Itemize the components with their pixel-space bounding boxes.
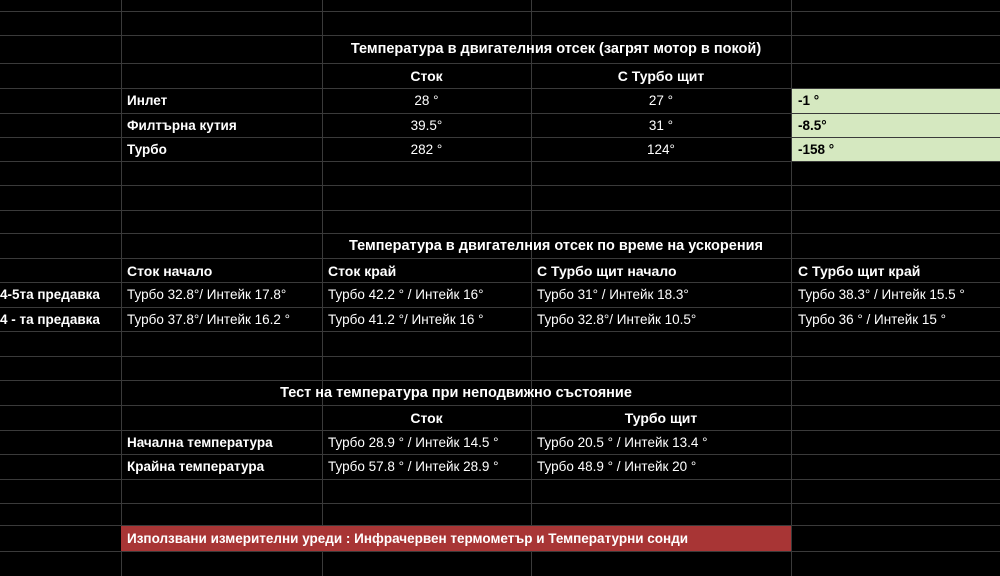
table-row-label: Филтърна кутия xyxy=(127,117,237,133)
table1-header-shield: С Турбо щит xyxy=(617,68,705,84)
row-divider-21 xyxy=(0,503,1000,504)
table-cell-stock-end: Турбо 41.2 °/ Интейк 16 ° xyxy=(328,311,484,327)
table-cell-shield: Турбо 20.5 ° / Интейк 13.4 ° xyxy=(537,434,708,450)
table-cell-shield-end: Турбо 36 ° / Интейк 15 ° xyxy=(798,311,947,327)
table-cell-delta: -8.5° xyxy=(792,114,1000,137)
table-cell-stock-end: Турбо 42.2 ° / Интейк 16° xyxy=(328,287,484,303)
table3-header-shield: Турбо щит xyxy=(624,410,698,426)
table-row-label: 4-5та предавка xyxy=(0,287,100,303)
table-row-label: Инлет xyxy=(127,93,168,109)
table2-header-shield-start: С Турбо щит начало xyxy=(537,262,677,279)
table-row-label: Начална температура xyxy=(127,434,273,450)
table-row-label: Крайна температура xyxy=(127,459,265,475)
measurement-instruments-banner: Използвани измерителни уреди : Инфрачервен термометър и Температурни сонди xyxy=(121,526,791,551)
row-divider-20 xyxy=(0,479,1000,480)
table-cell-shield-start: Турбо 31° / Интейк 18.3° xyxy=(537,287,689,303)
table-cell-stock-start: Турбо 32.8°/ Интейк 17.8° xyxy=(127,287,287,303)
table-cell-stock: Турбо 28.9 ° / Интейк 14.5 ° xyxy=(328,434,499,450)
table2-title: Температура в двигателния отсек по време на ускорения xyxy=(349,237,763,254)
table2-header-shield-end: С Турбо щит край xyxy=(798,262,921,279)
table2-header-stock-start: Сток начало xyxy=(127,262,213,279)
table3-header-stock: Сток xyxy=(410,410,443,426)
table1-title: Температура в двигателния отсек (загрят мотор в покой) xyxy=(350,41,762,58)
row-divider-15 xyxy=(0,356,1000,357)
table3-title: Тест на температура при неподвижно състояние xyxy=(280,384,632,401)
row-divider-8 xyxy=(0,185,1000,186)
table-cell-shield: Турбо 48.9 ° / Интейк 20 ° xyxy=(537,459,697,475)
table-cell-stock: Турбо 57.8 ° / Интейк 28.9 ° xyxy=(328,459,499,475)
table-cell-shield-start: Турбо 32.8°/ Интейк 10.5° xyxy=(537,311,697,327)
table-cell-shield-end: Турбо 38.3° / Интейк 15.5 ° xyxy=(798,287,965,303)
table-cell-stock-start: Турбо 37.8°/ Интейк 16.2 ° xyxy=(127,311,291,327)
row-divider-1 xyxy=(0,11,1000,12)
table-cell-stock: 28 ° xyxy=(414,93,439,109)
row-divider-9 xyxy=(0,210,1000,211)
table1-header-stock: Сток xyxy=(410,68,443,84)
row-divider-7 xyxy=(0,161,1000,162)
table-cell-shield: 31 ° xyxy=(648,117,674,133)
table-row-label: Турбо xyxy=(127,141,167,157)
table-cell-shield: 27 ° xyxy=(648,93,674,109)
table-cell-stock: 39.5° xyxy=(410,117,443,133)
row-divider-14 xyxy=(0,331,1000,332)
row-divider-23 xyxy=(0,551,1000,552)
table-cell-delta: -158 ° xyxy=(792,138,1000,161)
table-cell-stock: 282 ° xyxy=(410,141,443,157)
table2-header-stock-end: Сток край xyxy=(328,262,397,279)
table-cell-shield: 124° xyxy=(647,141,675,157)
table-row-label: 4 - та предавка xyxy=(0,311,100,327)
table-cell-delta: -1 ° xyxy=(792,89,1000,113)
